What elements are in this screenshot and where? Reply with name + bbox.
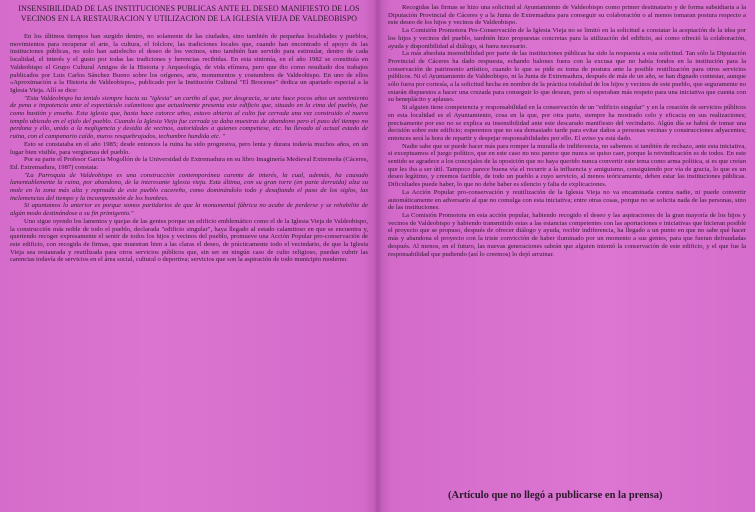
right-paragraph-2: La Comisión Promotora Pro-Conservación de la Iglesia Vieja no se limitó en la solicitud a constatar la aceptación de la idea por los hijos y vecinos del pueblo, también hizo propuestas concretas para la utilización del edificio, así como ofreció la colaboración, ayuda y disponibilidad al diálogo, si fuera necesario.: [388, 27, 746, 50]
right-paragraph-5: Nadie sabe que se puede hacer más para romper la muralla de indiferencia, no sabemos si también de rechazo, ante esta iniciativa, si exceptuamos el juego político, que en este caso no nos parece que nunca se quiso caer, porque la reivindicación es de todos. En este sentido se agradece a los concejales de la oposición que no haya querido nunca convertir este tema como arma política, si es que creían que les iba a ser útil. Tampoco parece buena vía el recurrir a la influencia y amiguismo, consiguiendo por vía de gracia, lo que es un deseo legítimo, y creemos factible, de todo un pueblo a cuyo servicio, al menos teóricamente, deben estar las instituciones públicas. Dificultades puede haber, lo que no debe haber es silencio y falta de explicaciones.: [388, 142, 746, 189]
left-paragraph-1: En los últimos tiempos han surgido dentro, no solamente de las ciudades, sino también de pequeñas localidades y pueblos, movimientos para recuperar el arte, la cultura, el folclore, las tradiciones locales que, cuando han encontrado el apoyo de las instituciones públicas, no solo han satisfecho el deseo de los vecinos, sino también han servido para estimular, dentro de cada localidad, el interés y el gusto por todas las tradiciones y herencias recibidas. En esta sintonía, en el año 1982 se constituía en Valdeobispo el Grupo Cultural Amigos de la Historia y Arqueología, de vida efímera, pero que dio como resultado dos trabajos publicados por Luis Carlos Sánchez Bueno sobre los orígenes, arte, monumentos y costumbres de Valdeobispo. En uno de ellos «Aproximación a la Historia de Valdeobispo», publicado por la Institución Cultural "El Brocense" dedica un apartado especial a la Iglesia Vieja. Allí se dice:: [10, 33, 368, 94]
left-paragraph-5-quote: "La Parroquia de Valdeobispo es una construcción contemporánea carente de interés, la cual, además, ha causado lamentablemente la ruina, por abandono, de la interesante iglesia vieja. Esta última, con su gran torre (en parte derruida) alza su mole en la zona más alta y repinada de este pueblo cacereño, como dominándolo todo y desafiando el paso de los siglos, las inclemencias del tiempo y la incomprensión de los hombres.: [10, 171, 368, 202]
left-paragraph-2-quote: "Esta Valdeobispo ha tenido siempre hacia su "iglesia" un cariño al que, por desgracia, se une hace pocos años un sentimiento de pena e impotencia ante el espectáculo calamitoso que actualmente presenta este edificio que, situado en la cima del pueblo, fue como bastión y enseña. Esta iglesia que, hasta hace catorce años, estuvo abierta al culto fue cerrada una vez construido el nuevo templo ubicado en el ejido del pueblo. Cuando la Iglesia Vieja fue cerrada ya daba muestras de abandono pero el paso del tiempo no perdona y ello, unido a la negligencia y desidia de vecinos, autoridades a quienes competiese, etc. ha llevado al actual estado de ruina, con el campanario caído, muros resquebrajados, techumbre hundida etc. ": [10, 94, 368, 141]
right-paragraph-1: Recogidas las firmas se hizo una solicitud al Ayuntamiento de Valdeobispo como primer destinatario y de forma subsidiaria a la Diputación Provincial de Cáceres y a la Junta de Extremadura para conseguir su colaboración o al menos tomaran postura respecto a este deseo de los hijos y vecinos de Valdeobispo.: [388, 4, 746, 27]
left-paragraph-6-quote: Si apuntamos lo anterior es porque somos partidarios de que la monumental fábrica no acabe de perderse y se rehabilite de algún modo destinándose a su fin primigenio.": [10, 202, 368, 218]
left-paragraph-4: Por su parte el Profesor García Mogollón de la Universidad de Extremadura en su libro Imaginería Medieval Extremeña (Cáceres, Ed. Extremadura, 1987) constata:: [10, 156, 368, 171]
right-paragraph-7: La Comisión Promotora en esta acción popular, habiendo recogido el deseo y las aspiraciones de la gran mayoría de los hijos y vecinos de Valdeobispo y habiendo transmitido estas a las estancias competentes con las aportaciones e iniciativas que hicieran posible el proyecto que se propuso, después de ofrecer diálogo y ayuda, recibir indiferencia, ha llegado a un punto en que no sabe qué hacer más y abandona el proyecto con la triste convicción de haber iluminado por un momento a sus gentes, para que fueran defraudadas después. Al menos, en el futuro, las nuevas generaciones sabrán que alguien intentó la conservación de este edificio, y el que fue la responsabilidad que pudiendo (así lo creemos) lo dejó arruinar.: [388, 211, 746, 258]
right-paragraph-6: La Acción Popular pro-conservación y reutilización de la Iglesia Vieja no va encaminada contra nadie, ni puede convertir automáticamente en adversario al que no comulga con esta iniciativa; entre otras cosas, porque no se solicita nada de las personas, sino de las instituciones.: [388, 188, 746, 212]
right-column: [388, 4, 746, 258]
right-paragraph-3: La más absoluta insensibilidad por parte de las instituciones públicas ha sido la respuesta a esta solicitud. Tan sólo la Diputación Provincial de Cáceres ha dado respuesta, echando balones fuera con la excusa que no había fondos en la institución para la conservación de patrimonio artístico, cuando lo que se pide es toma de postura ante la posible reutilización para otros servicios públicos. Ni el Ayuntamiento de Valdeobispo, ni la Junta de Extremadura, después de más de un año, se han dignado contestar, aunque sólo fuera por cortesía, a la solicitud hecha en nombre de la práctica totalidad de los hijos y vecinos de este pueblo, que seguramente no estarán dispuestos a hacer una cruzada para conseguir lo que desean, pero sí esperaban más respeto para una iniciativa que cuenta con su beneplácito y aplauso.: [388, 50, 746, 104]
page-fold: [374, 0, 382, 512]
left-paragraph-7: Uno sigue oyendo los lamentos y quejas de las gentes porque un edificio emblemático como el de la Iglesia Vieja de Valdeobispo, la construcción más noble de todo el pueblo, declarada "edificio singular", haya llegado al estado calamitoso en que se encuentra y, queriendo recoger expresamente el sentir de todos los hijos y vecinos del pueblo, promueve una Acción Popular pro-conservación de este edificio, con recogida de firmas, que muestran bien a las claras el deseo, de prácticamente todo el vecindario, de que la Iglesia Vieja sea restaurada y reutilizada para otros servicios públicos que, sin ser en ningún caso de culto religioso, puedan cubrir las carencias todavía de servicios en el área social, cultural o deportiva; servicios que son la aspiración de todo municipio moderno.: [10, 217, 368, 264]
left-paragraph-3: Esto se constataba en el año 1985; desde entonces la ruina ha sido progresiva, pero lenta y durara todavía muchos años, en un lugar bien visible, para vergüenza del pueblo.: [10, 140, 368, 156]
left-column: [10, 4, 368, 264]
footnote: (Artículo que no llegó a publicarse en la prensa): [448, 490, 663, 501]
right-paragraph-4: Si alguien tiene competencia y responsabilidad en la conservación de un "edificio singular" y en la creación de servicios públicos en esta localidad es el Ayuntamiento, cosa en la que, por otra parte, siempre ha mostrado celo y eficacia en sus realizaciones; precisamente por eso no se explica su insensibilidad ante este descarado manifiesto del vecindario. Algún día se habrá de tomar una decisión sobre este edificio; esperemos que no sea demasiado tarde para evitar daños a personas vecinas y construcciones adyacentes; entonces será la hora de repartir y despejar responsabilidades por ello. El aviso ya está dado.: [388, 104, 746, 142]
article-title: INSENSIBILIDAD DE LAS INSTITUCIONES PUBLICAS ANTE EL DESEO MANIFIESTO DE LOS VECINOS EN LA RESTAURACION Y UTILIZACION DE LA IGLESIA VIEJA DE VALDEOBISPO: [18, 4, 360, 23]
